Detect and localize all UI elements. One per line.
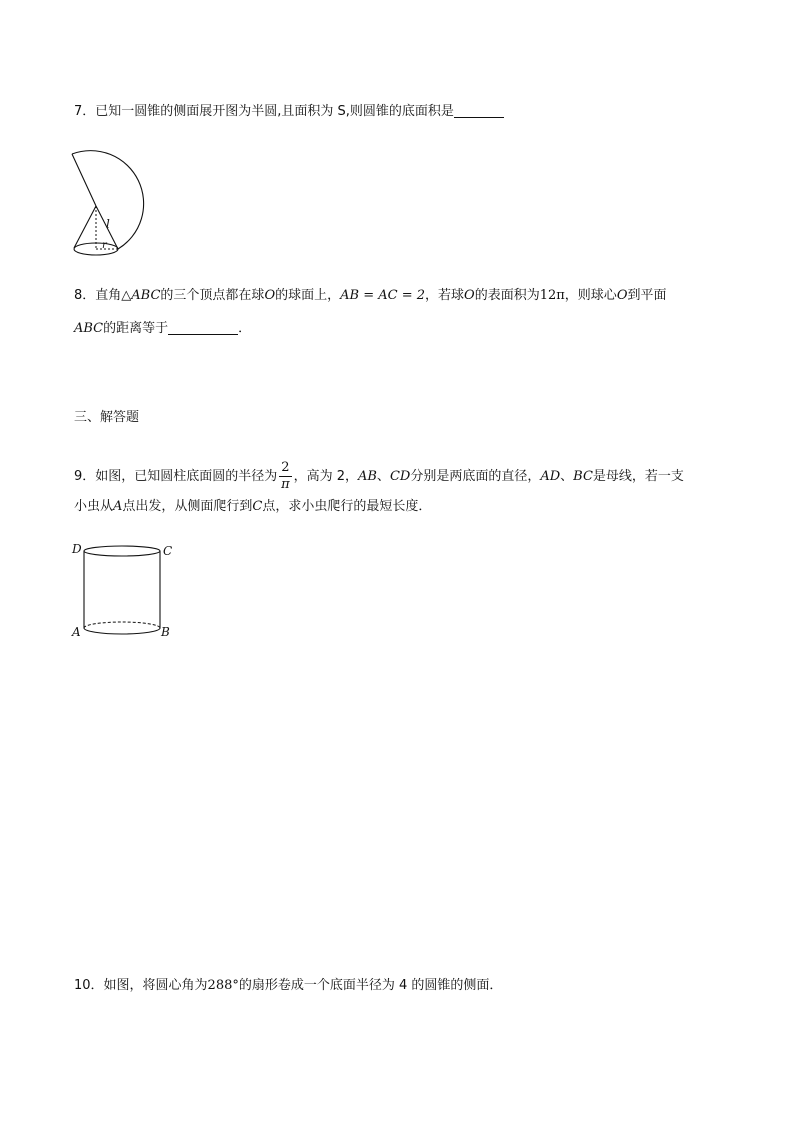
q8-text-4: ，若球 xyxy=(425,288,465,303)
q8-text-3: 的球面上， xyxy=(275,288,341,303)
q8-abc-2: ABC xyxy=(74,321,104,336)
q9-bc: BC xyxy=(573,469,593,484)
label-b: B xyxy=(161,625,170,639)
label-l: l xyxy=(106,217,110,231)
q9-sep: 、 xyxy=(376,469,390,484)
label-c: C xyxy=(163,544,173,558)
q9-text-3: 分别是两底面的直径， xyxy=(410,469,541,484)
q9-text-5: 小虫从 xyxy=(74,499,114,514)
q8-text-5: 的表面积为 xyxy=(474,288,540,303)
q8-text-7: 到平面 xyxy=(627,288,667,303)
q9-ad: AD xyxy=(540,469,561,484)
cylinder-figure xyxy=(68,538,178,642)
label-r: r xyxy=(102,240,107,251)
q10-text-1: 10．如图，将圆心角为 xyxy=(74,978,208,993)
q8-text-2: 的三个顶点都在球 xyxy=(160,288,265,303)
q8-area: 12π xyxy=(539,288,565,303)
answer-blank-7[interactable] xyxy=(454,103,504,118)
section-3-title: 三、解答题 xyxy=(74,410,140,425)
fraction-denominator: π xyxy=(281,477,290,492)
question-8-line-1 xyxy=(74,286,667,306)
q8-end: ． xyxy=(238,321,252,336)
q8-o1: O xyxy=(264,288,276,303)
label-d: D xyxy=(72,542,82,556)
question-9-line-1 xyxy=(74,460,684,493)
q8-abc: ABC xyxy=(131,288,161,303)
cone-unfold-figure xyxy=(64,138,164,262)
q8-text-8: 的距离等于 xyxy=(103,321,169,336)
q10-text-2: 的扇形卷成一个底面半径为 4 的圆锥的侧面． xyxy=(238,978,503,993)
q9-text-4: 是母线，若一支 xyxy=(592,469,684,484)
q8-equation: AB = AC = 2 xyxy=(340,288,425,303)
q8-o2: O xyxy=(464,288,475,303)
q9-ab: AB xyxy=(357,469,377,484)
q8-o3: O xyxy=(616,288,628,303)
q10-angle: 288° xyxy=(207,978,239,993)
q9-c: C xyxy=(252,499,263,514)
q9-sep-2: 、 xyxy=(560,469,574,484)
q8-text-6: ，则球心 xyxy=(564,288,617,303)
q9-text-1: 9．如图，已知圆柱底面圆的半径为 xyxy=(74,469,278,484)
answer-blank-8[interactable] xyxy=(168,320,238,335)
question-9-line-2 xyxy=(74,497,431,517)
q8-text-1: 8．直角 xyxy=(74,288,122,303)
q9-cd: CD xyxy=(389,469,411,484)
question-10 xyxy=(74,976,502,996)
q9-text-7: 点，求小虫爬行的最短长度． xyxy=(262,499,432,514)
radius-fraction xyxy=(279,460,291,493)
question-7 xyxy=(74,102,504,122)
question-7-text: 7．已知一圆锥的侧面展开图为半圆,且面积为 S,则圆锥的底面积是 xyxy=(74,104,454,119)
q9-text-6: 点出发，从侧面爬行到 xyxy=(122,499,253,514)
triangle-symbol: △ xyxy=(121,288,132,303)
fraction-numerator: 2 xyxy=(281,460,290,475)
label-a: A xyxy=(72,625,81,639)
question-8-line-2 xyxy=(74,319,251,339)
q9-text-2: ，高为 2， xyxy=(293,469,358,484)
q9-a: A xyxy=(113,499,123,514)
